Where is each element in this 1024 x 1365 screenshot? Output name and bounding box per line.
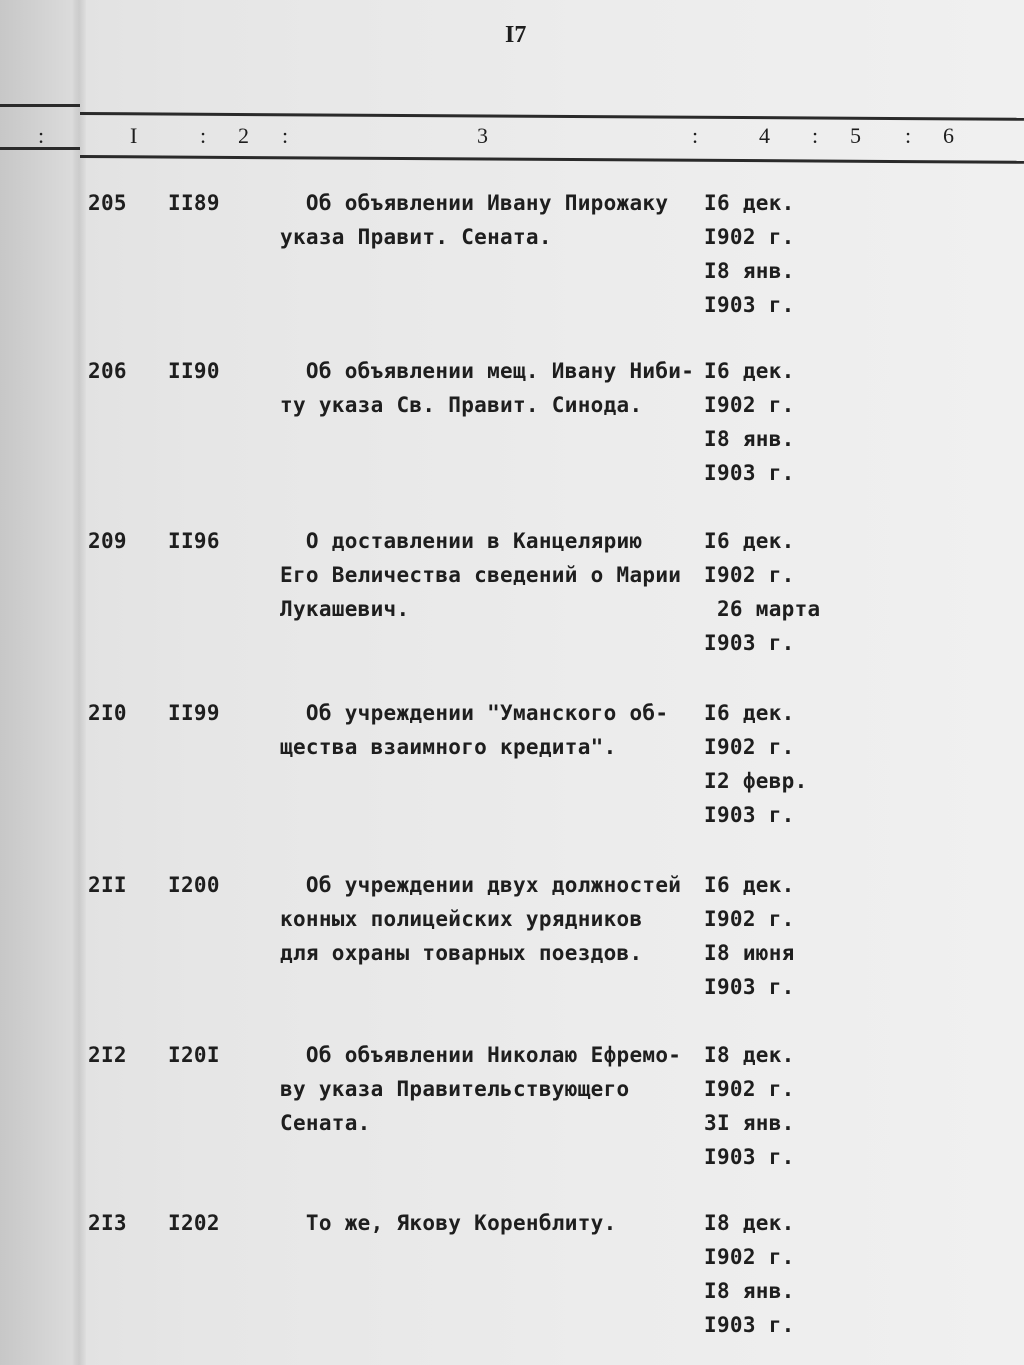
column-header-separator: : (282, 123, 289, 148)
column-header-5: 5 (850, 123, 861, 148)
description-line: Об объявлении мещ. Ивану Ниби- (280, 359, 695, 383)
column-header-separator: : (692, 123, 699, 148)
date-line: I903 г. (704, 631, 795, 655)
column-header-separator: : (812, 123, 819, 148)
entry-description (280, 524, 705, 626)
description-line: ту указа Св. Правит. Синода. (280, 393, 643, 417)
entry-number: 2I0 (88, 701, 127, 725)
date-line: I8 дек. (704, 1211, 795, 1235)
entry-dates (704, 696, 834, 832)
description-line: Об объявлении Ивану Пирожаку (280, 191, 669, 215)
header-rule-top-left (0, 104, 80, 107)
entry-dates (704, 1038, 834, 1174)
description-line: щества взаимного кредита". (280, 735, 617, 759)
date-line: I8 янв. (704, 259, 795, 283)
entry-number: 205 (88, 191, 127, 215)
column-header-separator: : (200, 123, 207, 148)
description-line: для охраны товарных поездов. (280, 941, 643, 965)
page-number: I7 (505, 22, 527, 48)
date-line: I902 г. (704, 1077, 795, 1101)
date-line: I902 г. (704, 225, 795, 249)
date-line: 3I янв. (704, 1111, 795, 1135)
description-line: Об учреждении двух должностей (280, 873, 682, 897)
description-line: То же, Якову Коренблиту. (280, 1211, 617, 1235)
description-line: Его Величества сведений о Марии (280, 563, 682, 587)
date-line: I903 г. (704, 1313, 795, 1337)
entry-number: 2I3 (88, 1211, 127, 1235)
entry-dates (704, 524, 834, 660)
entry-number: 2I2 (88, 1043, 127, 1067)
description-line: ву указа Правительствующего (280, 1077, 630, 1101)
date-line: I2 февр. (704, 769, 808, 793)
entry-reference: II99 (168, 701, 220, 725)
entry-dates (704, 868, 834, 1004)
entry-dates (704, 354, 834, 490)
entry-description (280, 1206, 705, 1240)
entry-number: 209 (88, 529, 127, 553)
entry-reference: I20I (168, 1043, 220, 1067)
date-line: I902 г. (704, 563, 795, 587)
date-line: I902 г. (704, 907, 795, 931)
entry-description (280, 868, 705, 970)
date-line: I903 г. (704, 461, 795, 485)
description-line: Сената. (280, 1111, 371, 1135)
date-line: I903 г. (704, 803, 795, 827)
entry-reference: II96 (168, 529, 220, 553)
description-line: Лукашевич. (280, 597, 410, 621)
date-line: I6 дек. (704, 359, 795, 383)
date-line: I902 г. (704, 393, 795, 417)
date-line: I6 дек. (704, 701, 795, 725)
column-header-6: 6 (943, 123, 954, 148)
column-header-4: 4 (759, 123, 770, 148)
description-line: О доставлении в Канцелярию (280, 529, 643, 553)
entry-reference: II89 (168, 191, 220, 215)
entry-reference: I202 (168, 1211, 220, 1235)
date-line: I903 г. (704, 1145, 795, 1169)
entry-description (280, 354, 705, 422)
date-line: I6 дек. (704, 873, 795, 897)
entry-dates (704, 186, 834, 322)
date-line: I8 дек. (704, 1043, 795, 1067)
date-line: I903 г. (704, 975, 795, 999)
date-line: I6 дек. (704, 191, 795, 215)
date-line: 26 марта (704, 597, 821, 621)
description-line: конных полицейских урядников (280, 907, 643, 931)
entry-dates (704, 1206, 834, 1342)
column-header-1: I (130, 123, 138, 148)
entry-reference: I200 (168, 873, 220, 897)
column-header-2: 2 (238, 123, 249, 148)
entry-description (280, 1038, 705, 1140)
date-line: I902 г. (704, 735, 795, 759)
column-header-3: 3 (477, 123, 488, 148)
column-header-row (0, 117, 1024, 157)
date-line: I8 янв. (704, 1279, 795, 1303)
date-line: I8 июня (704, 941, 795, 965)
date-line: I8 янв. (704, 427, 795, 451)
entry-description (280, 186, 705, 254)
date-line: I903 г. (704, 293, 795, 317)
description-line: Об объявлении Николаю Ефремо- (280, 1043, 682, 1067)
binding-shadow (72, 0, 86, 1365)
description-line: указа Правит. Сената. (280, 225, 552, 249)
entry-number: 2II (88, 873, 127, 897)
description-line: Об учреждении "Уманского об- (280, 701, 669, 725)
date-line: I902 г. (704, 1245, 795, 1269)
column-header-separator: : (905, 123, 912, 148)
entry-number: 206 (88, 359, 127, 383)
entry-description (280, 696, 705, 764)
date-line: I6 дек. (704, 529, 795, 553)
entry-reference: II90 (168, 359, 220, 383)
column-header-separator: : (38, 123, 45, 148)
